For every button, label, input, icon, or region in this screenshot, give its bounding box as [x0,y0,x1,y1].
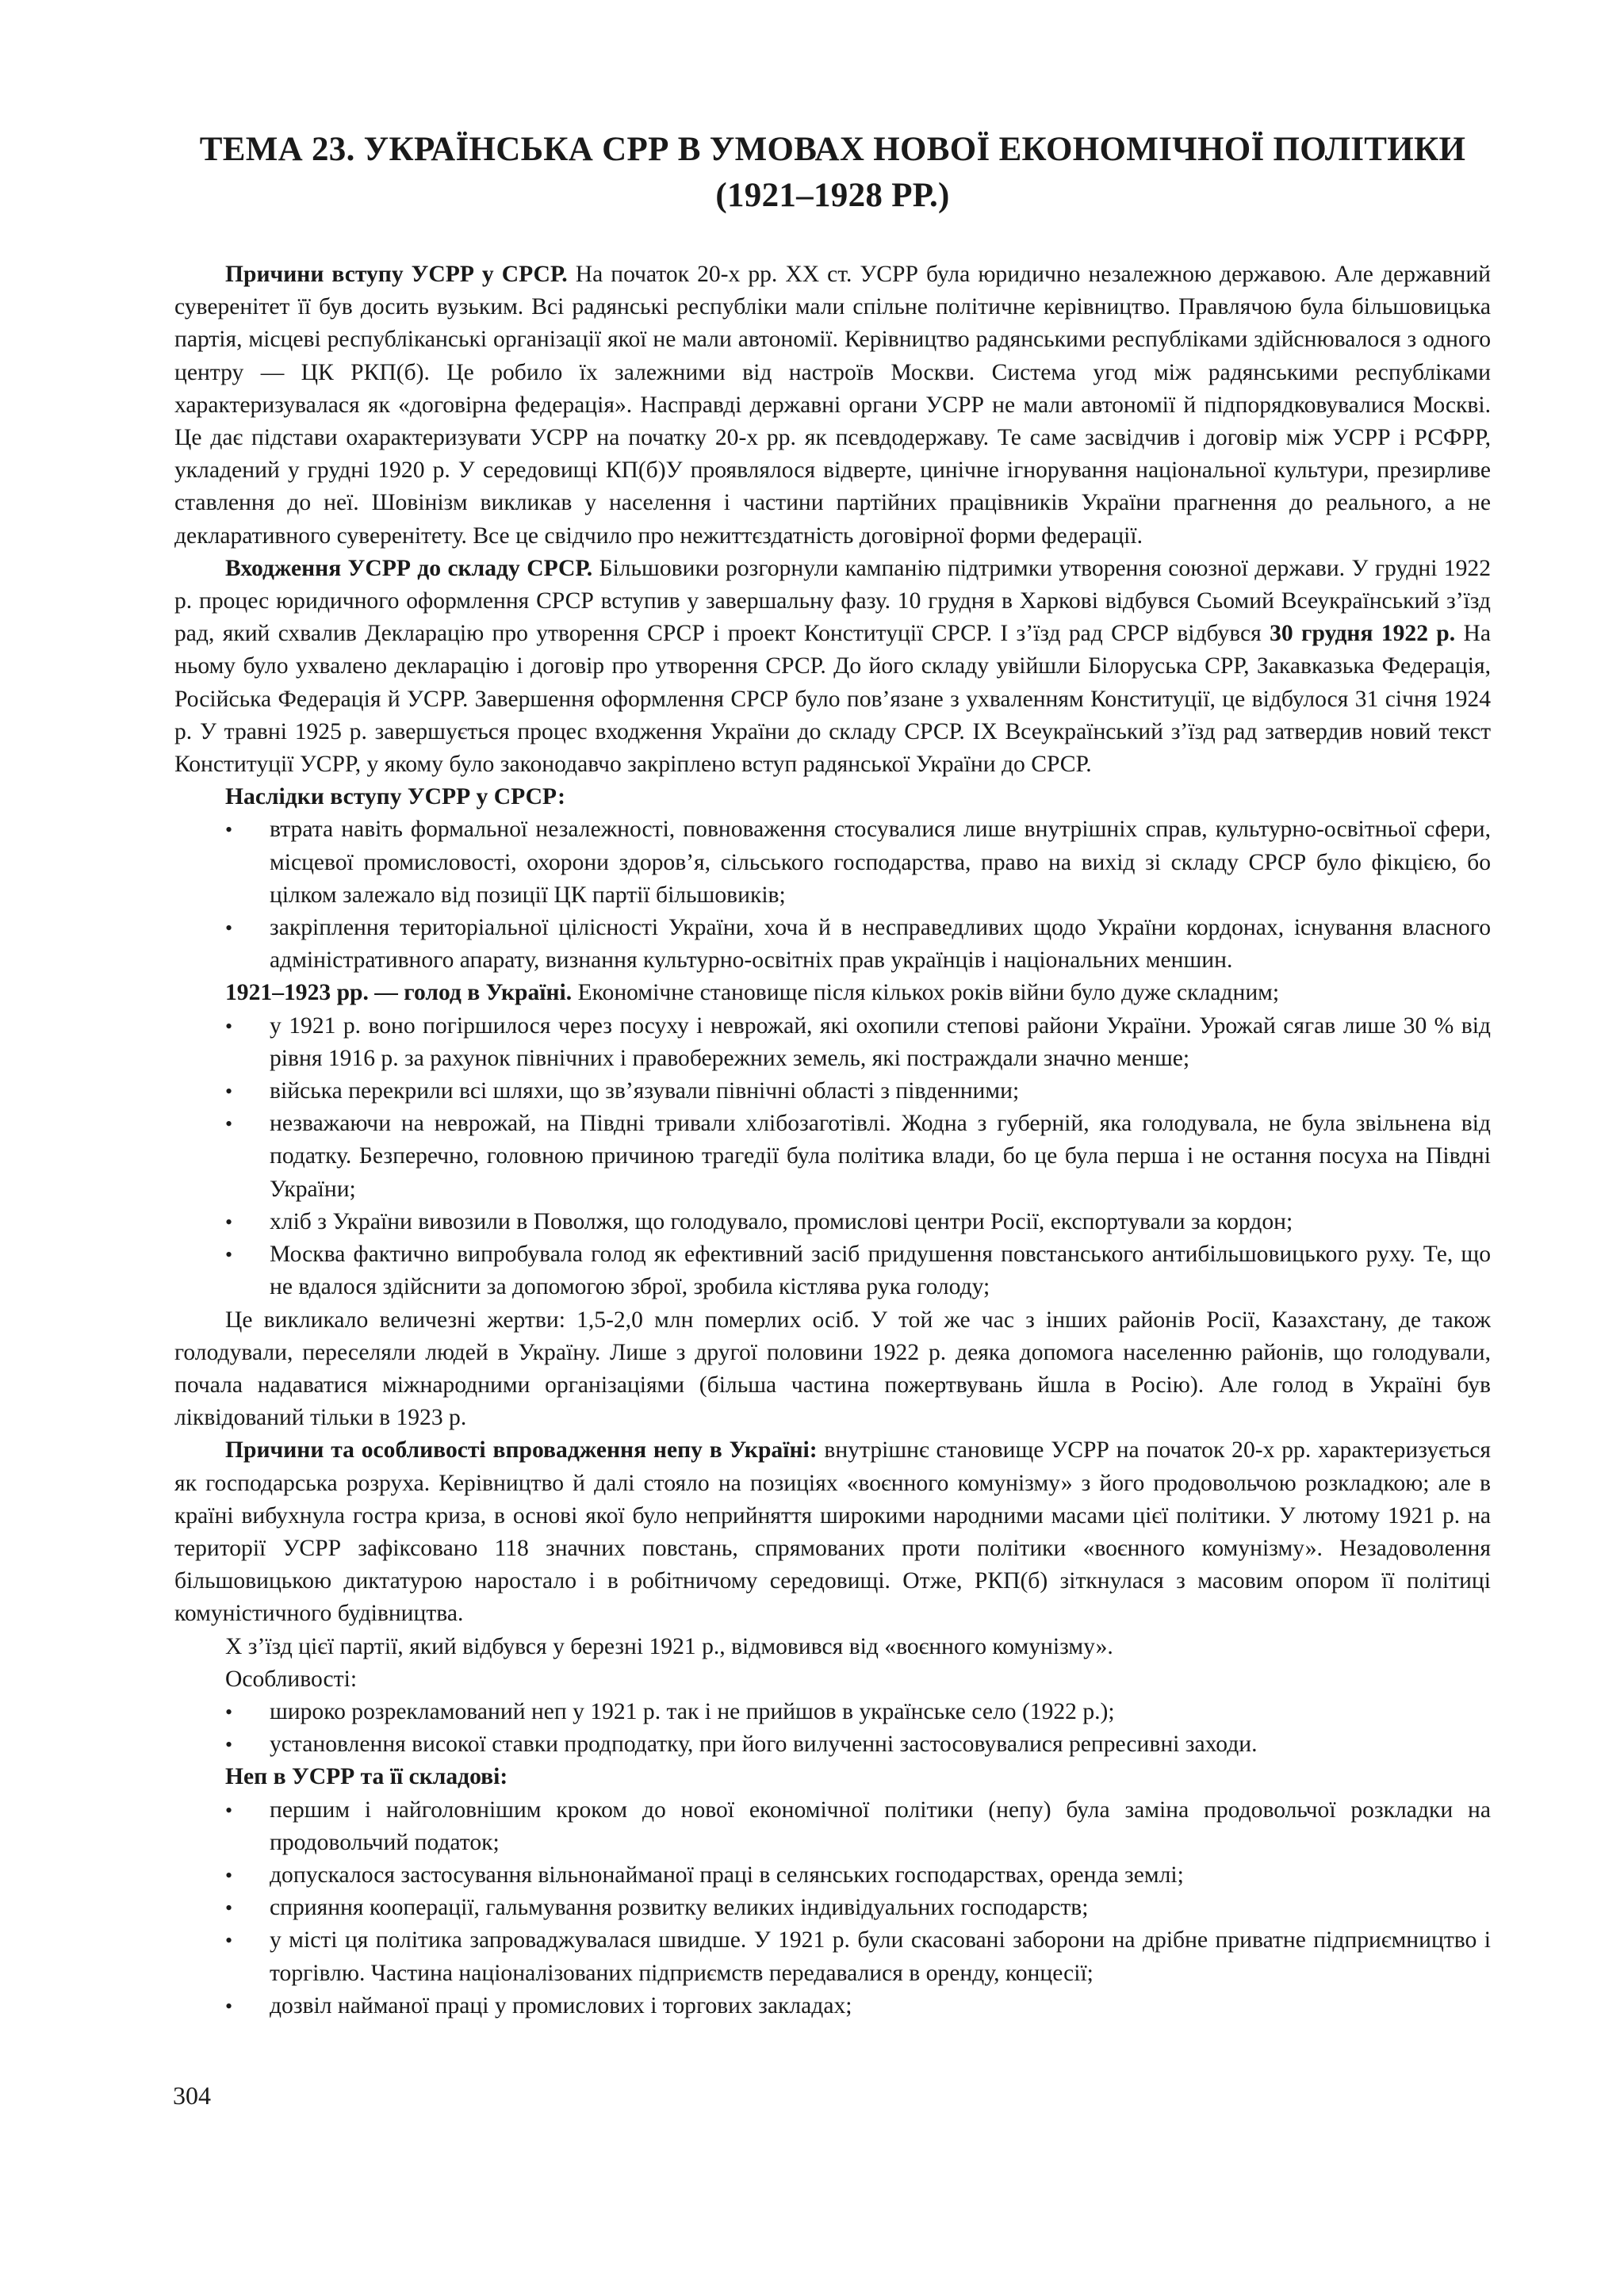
paragraph-nep-reasons: Причини та особливості впровадження непу в Україні: внутрішнє становище УСРР на початок 20-х рр. характеризується як господарська розруха. Керівництво й далі стояло на позиціях «воєнного комунізму» з його продовольчою розкладкою; але в країні вибухнула гостра криза, в основі якої було неприйняття широкими народними масами цієї політики. У лютому 1921 р. на території УСРР зафіксовано 118 значних повстань, спрямованих проти політики «воєнного комунізму». Незадоволення більшовицькою диктатурою наростало і в робітничому середовищі. Отже, РКП(б) зіткнулася з масовим опором її політиці комуністичного будівництва. [174,1437,1491,1627]
section-heading: Причини вступу УСРР у СРСР. [225,262,568,287]
paragraph-ussr-entry: Входження УСРР до складу СРСР. Більшовики розгорнули кампанію підтримки утворення союзної держави. У грудні 1922 р. процес юридичного оформлення СРСР вступив у завершальну фазу. 10 грудня в Харкові відбувся Сьомий Всеукраїнський з’їзд рад, який схвалив Декларацію про утворення СРСР і проект Конституції СРСР. І з’їзд рад СРСР відбувся 30 грудня 1922 р. На ньому було ухвалено декларацію і договір про утворення СРСР. До його складу увійшли Білоруська СРР, Закавказька Федерація, Російська Федерація й УСРР. Завершення оформлення СРСР було пов’язане з ухваленням Конституції, це відбулося 31 січня 1924 р. У травні 1925 р. завершується процес входження України до складу СРСР. IX Всеукраїнський з’їзд рад затвердив новий текст Конституції УСРР, у якому було законодавчо закріплено вступ радянської України до СРСР. [174,555,1491,778]
list-item: • установлення високої ставки продподатку, при його вилученні застосовувалися репресивні заходи. [174,1728,1491,1761]
bullet-icon: • [225,1798,233,1822]
list-item: • першим і найголовнішим кроком до нової економічної політики (непу) була заміна продовольчої розкладки на продовольчий податок; [174,1794,1491,1859]
page-number: 304 [173,2081,211,2110]
list-item: • війська перекрили всі шляхи, що зв’язували північні області з південними; [174,1075,1491,1108]
document-page [174,127,1491,2022]
section-heading: Причини та особливості впровадження непу в Україні: [225,1437,818,1464]
bullet-icon: • [225,1080,233,1104]
list-item: • допускалося застосування вільнонайманої праці в селянських господарствах, оренда землі; [174,1859,1491,1892]
list-famine [174,1010,1491,1304]
page-title [174,127,1491,219]
bullet-icon: • [225,916,233,940]
bullet-icon: • [225,1700,233,1724]
list-nep-components [174,1794,1491,2022]
bullet-icon: • [225,1994,233,2018]
list-item: • Москва фактично випробувала голод як ефективний засіб придушення повстанського антибільшовицького руху. Те, що не вдалося здійснити за допомогою зброї, зробила кістлява рука голоду; [174,1238,1491,1303]
list-item: • хліб з України вивозили в Поволжя, що голодувало, промислові центри Росії, експортували за кордон; [174,1206,1491,1238]
bullet-icon: • [225,1733,233,1757]
list-item: • втрата навіть формальної незалежності, повноваження стосувалися лише внутрішніх справ, культурно-освітньої сфери, місцевої промисловості, охорони здоров’я, сільського господарства, право на вихід зі складу СРСР було фікцією, бо цілком залежало від позиції ЦК партії більшовиків; [174,813,1491,912]
section-heading: 1921–1923 рр. — голод в Україні. [225,980,573,1006]
list-consequences [174,813,1491,977]
paragraph-causes: Причини вступу УСРР у СРСР. На початок 20-х рр. XX ст. УСРР була юридично незалежною державою. Але державний суверенітет її був досить вузьким. Всі радянські республіки мали спільне політичне керівництво. Правлячою була більшовицька партія, місцеві республіканські організації якої не мали автономії. Керівництво радянськими республіками здійснювалося з одного центру — ЦК РКП(б). Це робило їх залежними від настроїв Москви. Система угод між радянськими республіками характеризувалася як «договірна федерація». Насправді державні органи УСРР не мали автономії й підпорядковувалися Москві. Це дає підстави охарактеризувати УСРР на початку 20-х рр. як псевдодержаву. Те саме засвідчив і договір між УСРР і РСФРР, укладений у грудні 1920 р. У середовищі КП(б)У проявлялося відверте, цинічне ігнорування національної культури, презирливе ставлення до неї. Шовінізм викликав у населення і частини партійних працівників України прагнення до реального, а не декларативного суверенітету. Все це свідчило про нежиттєздатність договірної форми федерації. [174,262,1492,549]
list-item: • широко розрекламований неп у 1921 р. так і не прийшов в українське село (1922 р.); [174,1696,1491,1728]
document-body [174,258,1491,2022]
bullet-icon: • [225,1014,233,1038]
section-heading-consequences: Наслідки вступу УСРР у СРСР: [225,784,565,810]
paragraph-famine-consequences: Це викликало величезні жертви: 1,5-2,0 млн померлих осіб. У той же час з інших районів Росії, Казахстану, де також голодували, переселяли людей в Україну. Лише з другої половини 1922 р. деяка допомога населенню районів, що голодували, почала надаватися міжнародними організаціями (більша частина пожертвувань йшла в Росію). Але голод в Україні був ліквідований тільки в 1923 р. [174,1307,1491,1431]
list-item: • сприяння кооперації, гальмування розвитку великих індивідуальних господарств; [174,1892,1491,1924]
section-heading-nep-components: Неп в УСРР та її складові: [225,1764,508,1790]
bullet-icon: • [225,1112,233,1136]
bullet-icon: • [225,1243,233,1267]
bullet-icon: • [225,1210,233,1234]
bullet-icon: • [225,818,233,842]
bullet-icon: • [225,1896,233,1920]
paragraph-x-congress: X з’їзд цієї партії, який відбувся у березні 1921 р., відмовився від «воєнного комунізму». [225,1633,1113,1659]
list-item: • незважаючи на неврожай, на Півдні тривали хлібозаготівлі. Жодна з губерній, яка голодувала, не була звільнена від податку. Безперечно, головною причиною трагедії була політика влади, бо це була перша і не остання посуха на Півдні України; [174,1108,1491,1206]
paragraph-famine: 1921–1923 рр. — голод в Україні. Економічне становище після кількох років війни було дуже складним; [225,980,1280,1006]
title-line-1: ТЕМА 23. УКРАЇНСЬКА СРР В УМОВАХ НОВОЇ ЕКОНОМІЧНОЇ ПОЛІТИКИ [199,131,1466,168]
bullet-icon: • [225,1929,233,1953]
title-line-2: (1921–1928 РР.) [715,177,950,214]
list-item: • у 1921 р. воно погіршилося через посуху і неврожай, які охопили степові райони України. Урожай сягав лише 30 % від рівня 1916 р. за рахунок північних і правобережних земель, які постраждали значно менше; [174,1010,1491,1075]
list-item: • у місті ця політика запроваджувалася швидше. У 1921 р. були скасовані заборони на дрібне приватне підприємництво і торгівлю. Частина націоналізованих підприємств передавалися в оренду, концесії; [174,1924,1491,1989]
list-item: • дозвіл найманої праці у промислових і торгових закладах; [174,1990,1491,2022]
features-label: Особливості: [225,1666,358,1692]
bold-date: 30 грудня 1922 р. [1270,621,1456,647]
list-features [174,1696,1491,1761]
bullet-icon: • [225,1863,233,1887]
section-heading: Входження УСРР до складу СРСР. [225,555,593,581]
list-item: • закріплення територіальної цілісності України, хоча й в несправедливих щодо України кордонах, існування власного адміністративного апарату, визнання культурно-освітніх прав українців і національних меншин. [174,912,1491,977]
